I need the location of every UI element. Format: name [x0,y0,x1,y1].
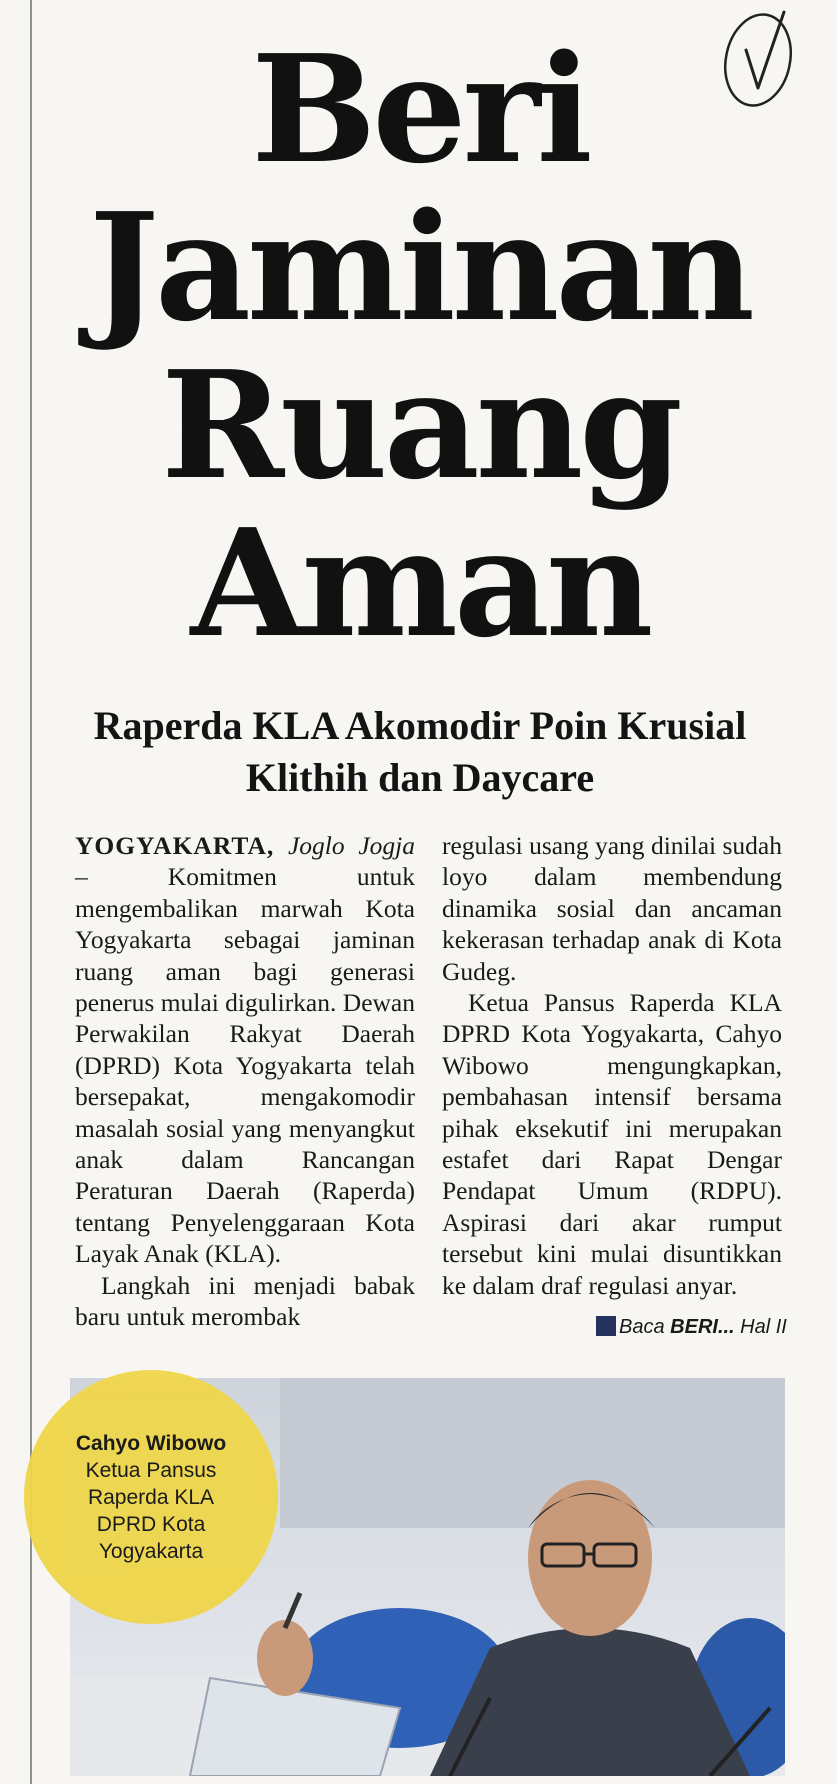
publication-name: Joglo Jogja [287,831,415,860]
article-column-left [75,830,415,1333]
caption-role-line: Raperda KLA [87,1485,215,1509]
caption-role-line: Yogyakarta [98,1539,204,1563]
article-paragraph: regulasi usang yang dinilai sudah loyo dalam membendung dinamika sosial dan ancaman kekerasan terhadap anak di Kota Gudeg. [442,831,782,986]
caption-role-line: Ketua Pansus [85,1458,217,1482]
article-paragraph: Ketua Pansus Raperda KLA DPRD Kota Yogyakarta, Cahyo Wibowo mengungkapkan, pembahasan intensif bersama pihak eksekutif ini merupakan estafet dari Rapat Dengar Pendapat Umum (RDPU). Aspirasi dari akar rumput tersebut kini mulai disuntikkan ke dalam draf regulasi anyar. [442,988,782,1300]
caption-role-line: DPRD Kota [96,1512,206,1536]
headline-line: Beri [251,22,589,196]
dateline: YOGYAKARTA, [75,831,275,860]
article-column-right [442,830,782,1301]
caption-person-name: Cahyo Wibowo [75,1431,227,1455]
square-marker-icon [596,1316,616,1336]
continuation-reference [596,1316,796,1339]
article-paragraph [75,830,415,1270]
continuation-prefix: Baca [619,1316,665,1338]
headline [40,22,800,670]
subheadline-line: Raperda KLA Akomodir Poin Krusial [93,703,747,748]
continuation-keyword: BERI... [670,1316,735,1338]
headline-line: Jaminan [89,180,751,354]
dash: – [75,862,168,892]
paragraph-text: Komitmen untuk mengembalikan marwah Kota Yogyakarta sebagai jaminan ruang aman bagi generasi penerus mulai digulirkan. Dewan Perwakilan Rakyat Daerah (DPRD) Kota Yogyakarta telah bersepakat, mengakomodir masalah sosial yang menyangkut anak dalam Rancangan Peraturan Daerah (Raperda) tentang Penyelenggaraan Kota Layak Anak (KLA). [75,862,415,1269]
headline-line: Aman [190,496,650,670]
article-paragraph: Langkah ini menjadi babak baru untuk merombak [75,1270,415,1332]
continuation-page: Hal II [740,1316,787,1338]
subheadline [60,700,780,804]
headline-line: Ruang [161,338,679,512]
subheadline-line: Klithih dan Daycare [245,755,595,800]
photo-caption-bubble [24,1370,278,1624]
